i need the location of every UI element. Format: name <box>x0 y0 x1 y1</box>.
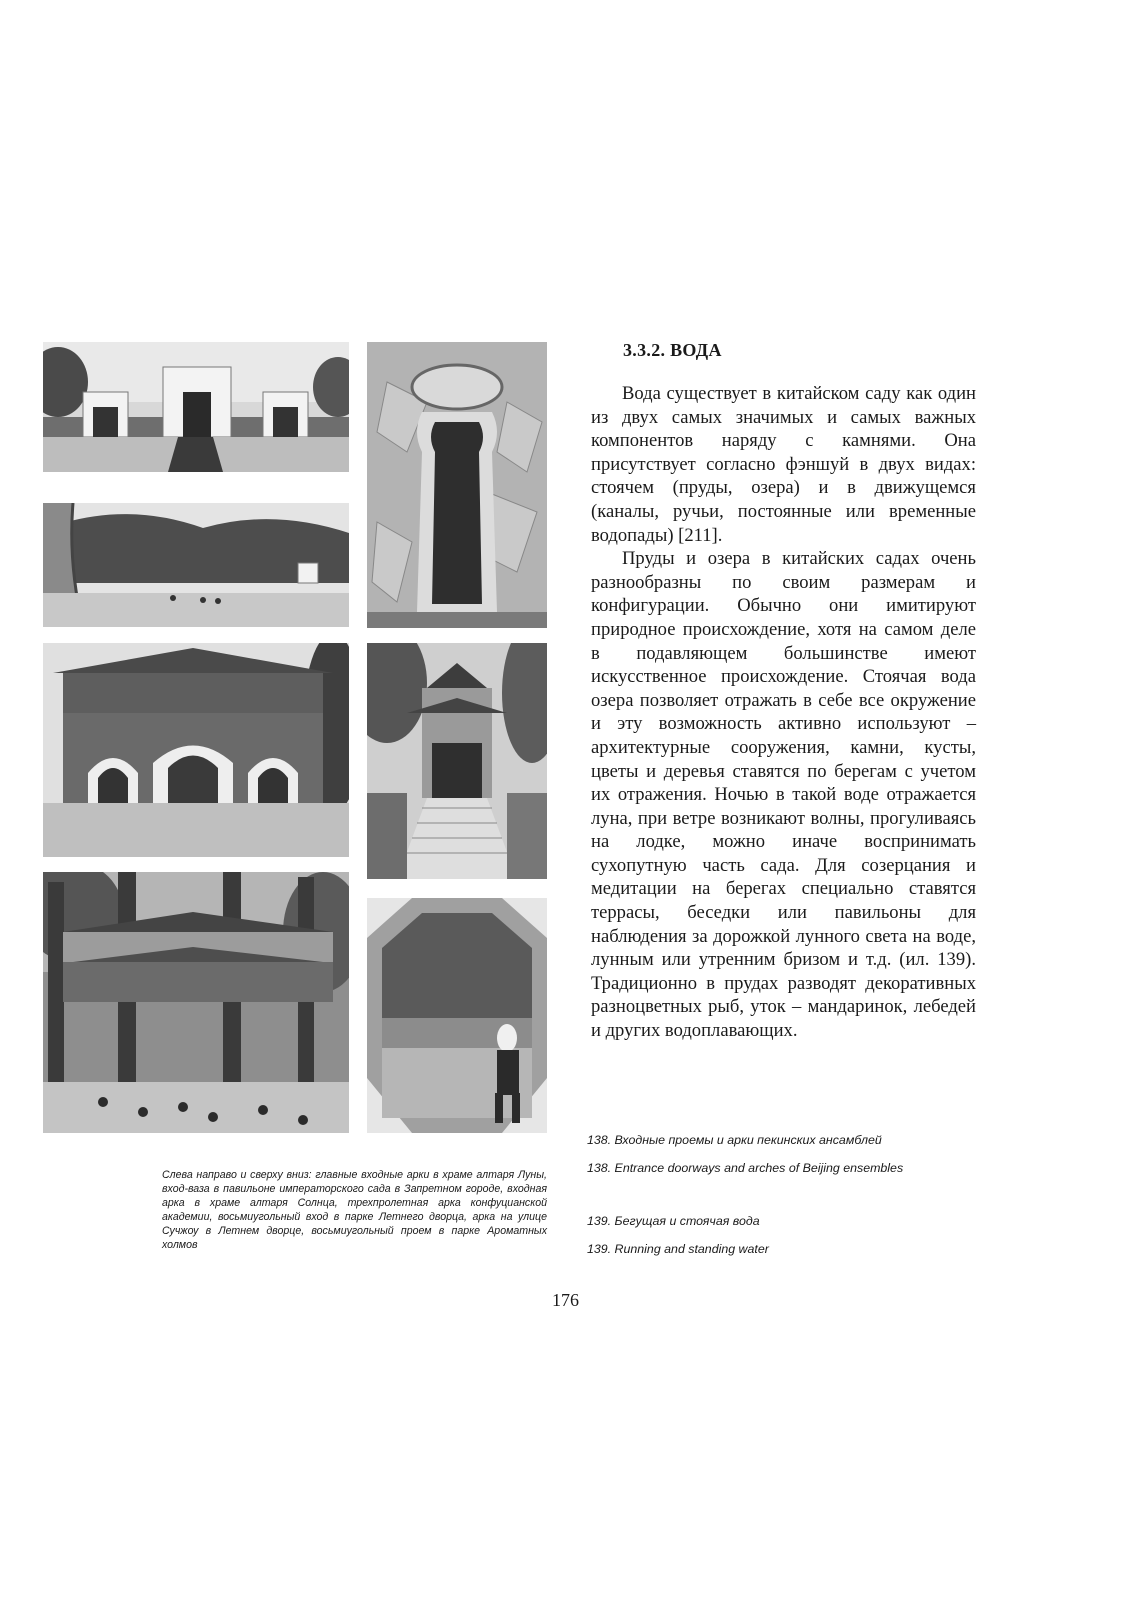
photo-octagonal-opening-fragrant-hills <box>367 898 547 1133</box>
paragraph-1: Вода существует в китайском саду как один из двух самых значимых и самых важных компонентов наряду с камнями. Она присутствует согласно фэншуй в двух видах: стоячем (пруды, озера) и в движущемся (каналы, ручьи, постоянные или временные водопады) [211]. <box>591 383 976 546</box>
page-number: 176 <box>552 1290 579 1310</box>
section-body <box>591 382 976 1043</box>
photo-curved-wall-sun-altar <box>43 503 349 627</box>
photo-series-caption: Слева направо и сверху вниз: главные входные арки в храме алтаря Луны, вход-ваза в павильоне императорского сада в Запретном городе, входная арка в храме алтаря Солнца, трехпролетная арка конфуцианской академии, восьмиугольный вход в парке Летнего дворца, арка на улице Сучжоу в Летнем дворце, восьмиугольный проем в парке Ароматных холмов <box>162 1169 547 1251</box>
figure-138-caption-ru: 138. Входные проемы и арки пекинских ансамблей <box>587 1133 882 1147</box>
section-heading: 3.3.2. ВОДА <box>623 340 722 360</box>
paragraph-2: Пруды и озера в китайских садах очень разнообразны по своим размерам и конфигурации. Обычно они имитируют природное происхождение, хотя на самом деле в подавляющем большинстве имеют искусственное происхождение. Стоячая вода озера позволяет отражать в себе все окружение и эту возможность активно используют – архитектурные сооружения, камни, кусты, цветы и деревья ставятся по берегам с учетом их отражения. Ночью в такой воде отражается луна, при ветре возникают волны, прогуливаясь на лодке, можно иначе воспринимать сухопутную часть сада. Для созерцания и медитации на берегах специально ставятся террасы, беседки или павильоны для наблюдения за дорожкой лунного света на воде, лунным или утренним бризом и т.д. (ил. 139). Традиционно в прудах разводят декоративных разноцветных рыб, уток – мандаринок, лебедей и других водоплавающих. <box>591 548 976 1042</box>
photo-octagonal-entrance-summer-palace <box>367 643 547 879</box>
photo-triple-arch-confucian-academy <box>43 643 349 857</box>
figure-138-caption-en: 138. Entrance doorways and arches of Beijing ensembles <box>587 1161 904 1175</box>
photo-suzhou-street-arch <box>43 872 349 1133</box>
photo-moon-altar-arches <box>43 342 349 472</box>
photo-vase-entrance <box>367 342 547 628</box>
figure-139-caption-ru: 139. Бегущая и стоячая вода <box>587 1214 760 1228</box>
figure-139-caption-en: 139. Running and standing water <box>587 1242 769 1256</box>
